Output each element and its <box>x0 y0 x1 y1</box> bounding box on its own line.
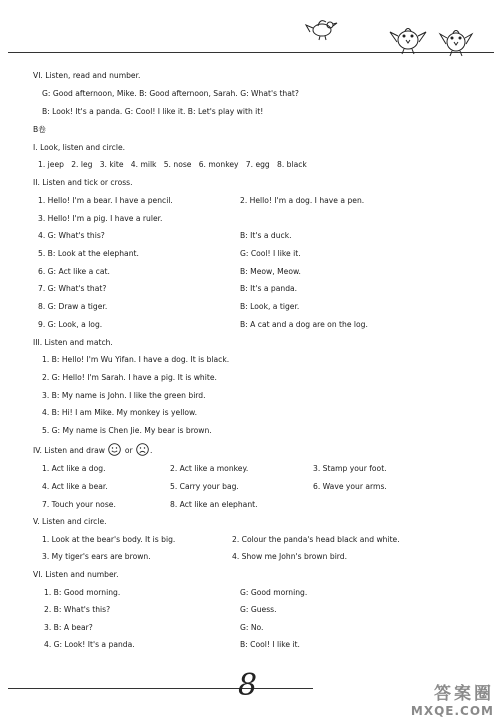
list-item: G: Guess. <box>240 605 277 614</box>
section-iv-heading-or: or <box>124 446 133 455</box>
section-iv-heading-text: IV. Listen and draw <box>33 446 105 455</box>
list-item: 4. milk <box>130 160 157 169</box>
list-item: 1. B: Good morning. <box>44 588 121 597</box>
smiley-face-icon <box>108 443 121 456</box>
list-item: 3. Stamp your foot. <box>313 464 387 473</box>
list-item: 9. G: Look, a log. <box>38 320 103 329</box>
section-iv-heading <box>33 446 152 456</box>
list-item: 4. B: Hi! I am Mike. My monkey is yellow. <box>42 408 197 417</box>
list-item: 3. kite <box>99 160 124 169</box>
bird-left-icon <box>390 29 426 55</box>
list-item: 2. leg <box>71 160 93 169</box>
list-item: 3. B: My name is John. I like the green bird. <box>42 391 206 400</box>
list-item: 8. G: Draw a tiger. <box>38 302 108 311</box>
list-item: B: Meow, Meow. <box>240 267 301 276</box>
list-item: 5. nose <box>163 160 192 169</box>
list-item: B: It's a panda. <box>240 284 298 293</box>
list-item: G: Good morning. <box>240 588 308 597</box>
sad-face-icon <box>136 443 149 456</box>
list-item: 4. G: Look! It's a panda. <box>44 640 135 649</box>
list-item: 2. Act like a monkey. <box>170 464 249 473</box>
list-item: 3. Hello! I'm a pig. I have a ruler. <box>38 214 163 223</box>
watermark-line-1: 答案圈 <box>434 684 494 704</box>
section-i-items <box>38 160 307 170</box>
list-item: 6. Wave your arms. <box>313 482 387 491</box>
list-item: G: No. <box>240 623 264 632</box>
list-item: 8. black <box>277 160 307 169</box>
list-item: 3. My tiger's ears are brown. <box>42 552 151 561</box>
section-ii-heading: II. Listen and tick or cross. <box>33 178 133 187</box>
bird-drawings <box>300 8 496 58</box>
section-vi-b-heading: VI. Listen and number. <box>33 570 119 579</box>
list-item: 1. Look at the bear's body. It is big. <box>42 535 176 544</box>
list-item: 3. B: A bear? <box>44 623 93 632</box>
list-item: 2. Hello! I'm a dog. I have a pen. <box>240 196 365 205</box>
section-iii-heading: III. Listen and match. <box>33 338 113 347</box>
list-item: 6. G: Act like a cat. <box>38 267 110 276</box>
list-item: B: A cat and a dog are on the log. <box>240 320 368 329</box>
small-bird-icon <box>306 21 337 40</box>
list-item: 5. B: Look at the elephant. <box>38 249 139 258</box>
list-item: G: Cool! I like it. <box>240 249 301 258</box>
bird-right-icon <box>440 31 472 57</box>
list-item: 6. monkey <box>198 160 239 169</box>
section-vi-a-row-2: B: Look! It's a panda. G: Cool! I like it. B: Let's play with it! <box>42 107 264 116</box>
section-iv-heading-end: . <box>150 446 153 455</box>
list-item: 5. Carry your bag. <box>170 482 239 491</box>
section-vi-a-heading: VI. Listen, read and number. <box>33 71 141 80</box>
list-item: 7. Touch your nose. <box>42 500 116 509</box>
list-item: B: It's a duck. <box>240 231 292 240</box>
list-item: 1. B: Hello! I'm Wu Yifan. I have a dog. It is black. <box>42 355 230 364</box>
list-item: 8. Act like an elephant. <box>170 500 258 509</box>
list-item: 1. Hello! I'm a bear. I have a pencil. <box>38 196 173 205</box>
paper-b-label: B卷 <box>33 125 46 134</box>
list-item: 7. G: What's that? <box>38 284 107 293</box>
section-i-heading: I. Look, listen and circle. <box>33 143 126 152</box>
section-v-heading: V. Listen and circle. <box>33 517 107 526</box>
list-item: 2. B: What's this? <box>44 605 111 614</box>
list-item: 4. Act like a bear. <box>42 482 108 491</box>
list-item: 4. Show me John's brown bird. <box>232 552 348 561</box>
footer-rule <box>8 688 313 689</box>
section-vi-a-row-1: G: Good afternoon, Mike. B: Good afternoon, Sarah. G: What's that? <box>42 89 299 98</box>
list-item: 1. Act like a dog. <box>42 464 106 473</box>
list-item: 1. jeep <box>38 160 64 169</box>
list-item: 4. G: What's this? <box>38 231 105 240</box>
list-item: 5. G: My name is Chen Jie. My bear is brown. <box>42 426 212 435</box>
watermark-line-2: MXQE.COM <box>410 704 494 718</box>
list-item: B: Look, a tiger. <box>240 302 300 311</box>
list-item: 2. Colour the panda's head black and white. <box>232 535 400 544</box>
list-item: 7. egg <box>245 160 270 169</box>
page-number: 8 <box>238 668 258 703</box>
list-item: 2. G: Hello! I'm Sarah. I have a pig. It is white. <box>42 373 217 382</box>
list-item: B: Cool! I like it. <box>240 640 300 649</box>
watermark <box>411 679 494 718</box>
